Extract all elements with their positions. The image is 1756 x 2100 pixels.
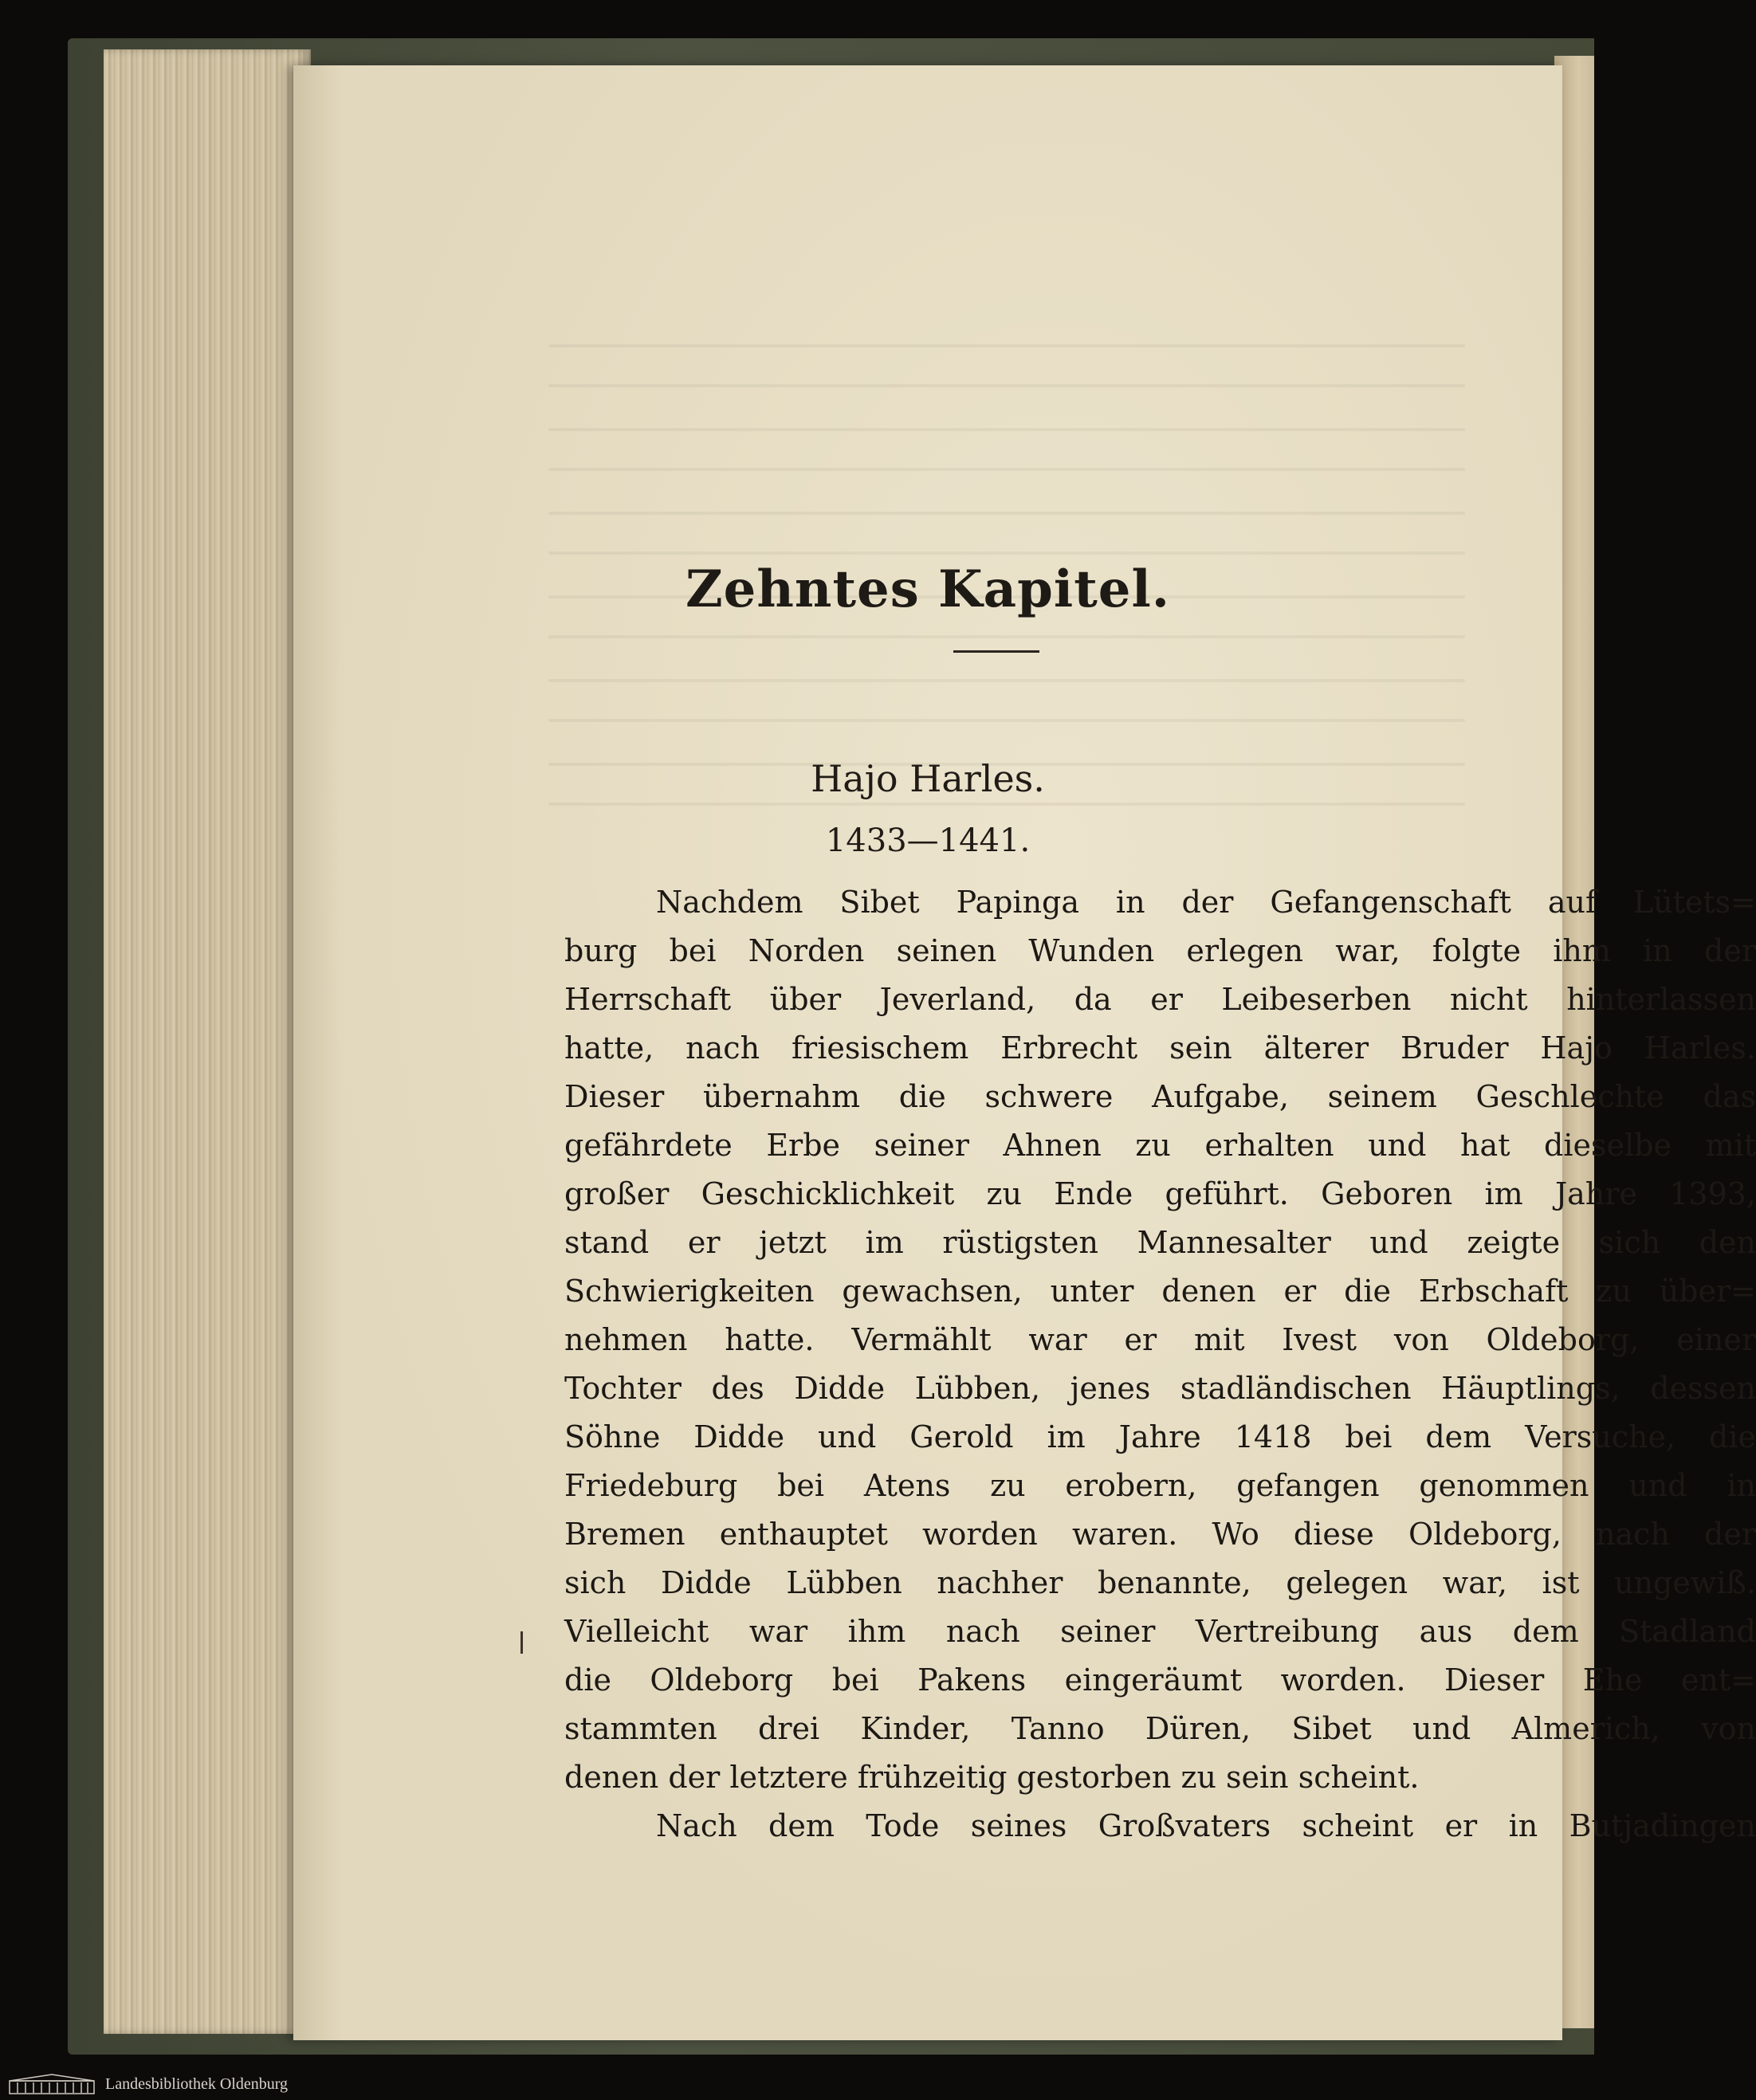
- chapter-title: Zehntes Kapitel.: [685, 559, 1171, 619]
- text-line: Söhne Didde und Gerold im Jahre 1418 bei dem Versuche, die: [564, 1419, 1756, 1454]
- text-line: die Oldeborg bei Pakens eingeräumt worden. Dieser Ehe ent=: [564, 1662, 1756, 1698]
- show-through-line: [548, 679, 1465, 682]
- text-line: Dieser übernahm die schwere Aufgabe, seinem Geschlechte das: [564, 1079, 1756, 1114]
- text-line: burg bei Norden seinen Wunden erlegen war, folgte ihm in der: [564, 933, 1756, 968]
- text-line: Herrschaft über Jeverland, da er Leibeserben nicht hinterlassen: [564, 982, 1756, 1017]
- text-line: Bremen enthauptet worden waren. Wo diese Oldeborg, nach der: [564, 1517, 1756, 1552]
- text-line: gefährdete Erbe seiner Ahnen zu erhalten und hat dieselbe mit: [564, 1128, 1756, 1163]
- show-through-line: [548, 635, 1465, 638]
- section-heading: Hajo Harles.: [811, 757, 1045, 800]
- text-line: Schwierigkeiten gewachsen, unter denen er die Erbschaft zu über=: [564, 1274, 1756, 1309]
- text-line: stammten drei Kinder, Tanno Düren, Sibet und Almerich, von: [564, 1711, 1756, 1746]
- text-line: nehmen hatte. Vermählt war er mit Ivest von Oldeborg, einer: [564, 1322, 1756, 1357]
- show-through-line: [548, 803, 1465, 806]
- title-divider: [953, 650, 1039, 653]
- text-line: Friedeburg bei Atens zu erobern, gefangen genommen und in: [564, 1468, 1756, 1503]
- text-line: großer Geschicklichkeit zu Ende geführt. Geboren im Jahre 1393,: [564, 1176, 1756, 1211]
- show-through-line: [548, 428, 1465, 431]
- show-through-line: [548, 344, 1465, 347]
- library-building-icon: [8, 2073, 96, 2095]
- text-line: Nachdem Sibet Papinga in der Gefangenschaft auf Lütets=: [656, 885, 1756, 920]
- text-line: stand er jetzt im rüstigsten Mannesalter und zeigte sich den: [564, 1225, 1756, 1260]
- show-through-line: [548, 512, 1465, 515]
- body-text: [564, 878, 1756, 1851]
- text-line: Nach dem Tode seines Großvaters scheint er in Butjadingen: [656, 1808, 1756, 1843]
- show-through-line: [548, 468, 1465, 471]
- text-line: Vielleicht war ihm nach seiner Vertreibung aus dem Stadland: [564, 1614, 1756, 1649]
- page-edges: [104, 49, 311, 2034]
- book-page: [293, 65, 1756, 2040]
- show-through-line: [548, 384, 1465, 387]
- text-line: hatte, nach friesischem Erbrecht sein älterer Bruder Hajo Harles.: [564, 1030, 1756, 1066]
- text-line: Tochter des Didde Lübben, jenes stadländischen Häuptlings, dessen: [564, 1371, 1756, 1406]
- show-through-line: [548, 719, 1465, 722]
- text-line: denen der letztere frühzeitig gestorben zu sein scheint.: [564, 1760, 1420, 1795]
- footer-bar: [0, 2068, 1594, 2100]
- margin-mark: [521, 1631, 523, 1654]
- show-through-line: [548, 551, 1465, 555]
- library-name: Landesbibliothek Oldenburg: [105, 2075, 289, 2093]
- text-line: sich Didde Lübben nachher benannte, gelegen war, ist ungewiß.: [564, 1565, 1756, 1600]
- section-years: 1433—1441.: [825, 822, 1031, 859]
